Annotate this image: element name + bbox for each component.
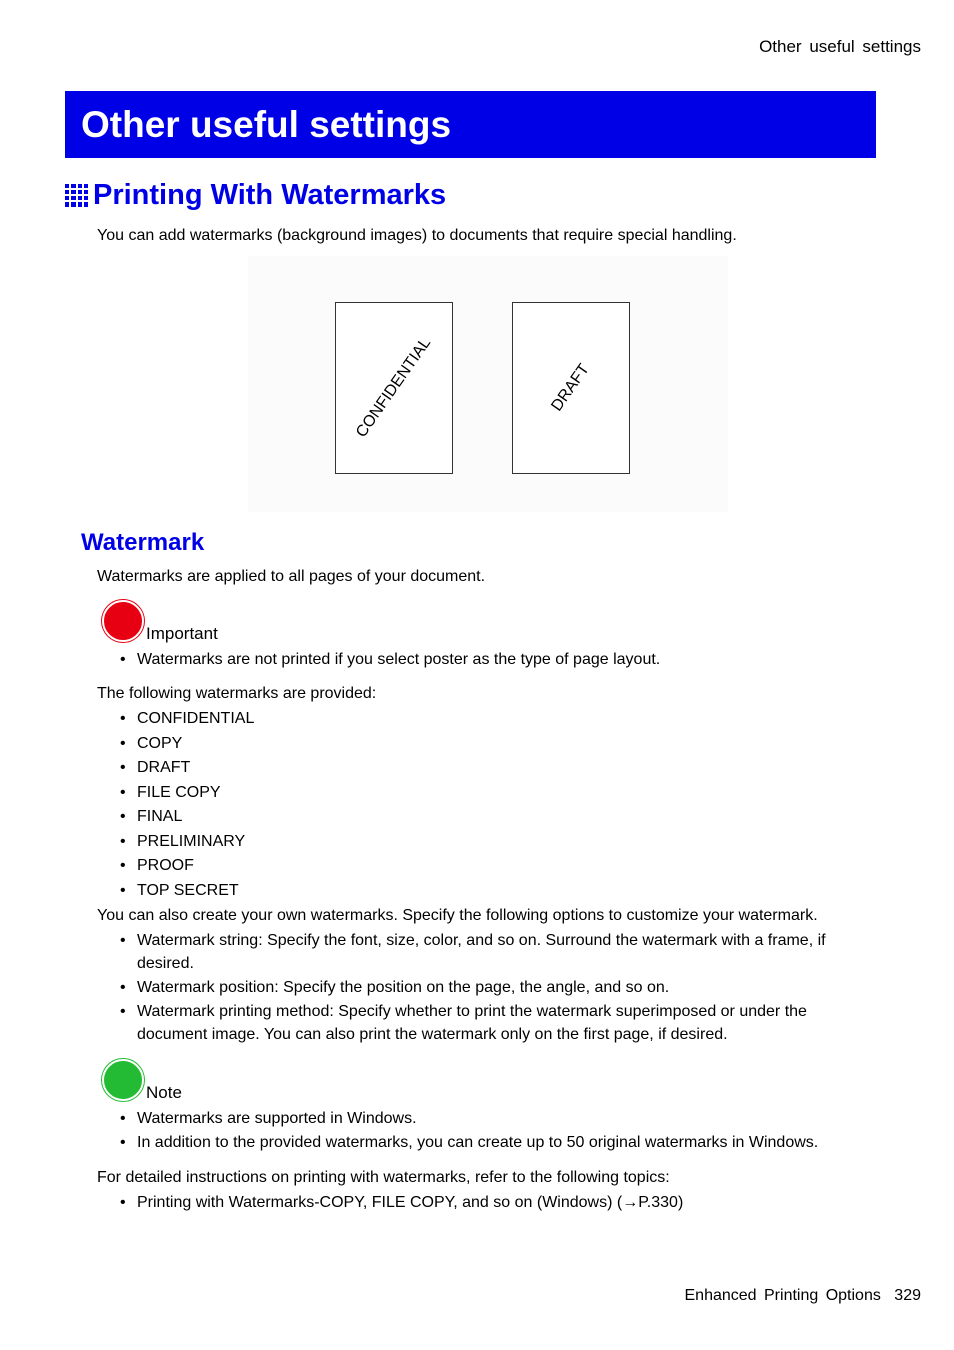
section-title: Printing With Watermarks [93,178,447,211]
list-item: • CONFIDENTIAL [120,707,840,732]
note-list [120,1107,840,1154]
watermark-sample-text: DRAFT [548,360,593,415]
list-item: • Watermark printing method: Specify whether to print the watermark superimposed or under the document image. You can also print the watermark only on the first page, if desired. [120,1000,840,1046]
page-sample-confidential [335,302,453,474]
related-topic-link[interactable]: • Printing with Watermarks-COPY, FILE COPY, and so on (Windows) (→P.330) [120,1191,840,1214]
watermark-sample-text: CONFIDENTIAL [352,334,435,441]
list-item: • COPY [120,732,840,757]
list-item: • TOP SECRET [120,879,840,904]
list-item: • In addition to the provided watermarks, you can create up to 50 original watermarks in Windows. [120,1131,840,1154]
provided-intro: The following watermarks are provided: [97,685,377,702]
section-intro: You can add watermarks (background images) to documents that require special handling. [97,227,737,244]
list-item: • PROOF [120,854,840,879]
watermark-intro: Watermarks are applied to all pages of your document. [97,568,486,585]
list-item: • Watermark position: Specify the position on the page, the angle, and so on. [120,976,840,999]
list-item: • FILE COPY [120,781,840,806]
list-item: • PRELIMINARY [120,830,840,855]
section-heading [65,175,446,215]
running-header: Other useful settings [759,37,921,56]
list-item: • Watermarks are not printed if you select poster as the type of page layout. [120,648,840,671]
list-item: • FINAL [120,805,840,830]
important-list [120,648,840,671]
subsection-title: Watermark [81,529,205,556]
list-item: • Watermarks are supported in Windows. [120,1107,840,1130]
list-item: • Watermark string: Specify the font, size, color, and so on. Surround the watermark with a frame, if desired. [120,929,840,975]
important-label: Important [146,624,218,643]
page-footer [685,1287,922,1305]
refer-intro: For detailed instructions on printing with watermarks, refer to the following topics: [97,1169,670,1186]
chapter-title: Other useful settings [81,104,452,145]
page-number: 329 [894,1287,921,1304]
chapter-title-bar [65,91,876,158]
footer-chapter-name: Enhanced Printing Options [684,1287,881,1304]
provided-watermarks-list [120,707,840,903]
note-label: Note [146,1083,182,1102]
custom-intro: You can also create your own watermarks. Specify the following options to customize your watermark. [97,907,818,924]
important-hand-icon [102,600,144,642]
custom-options-list [120,929,840,1046]
watermark-figure [248,256,728,512]
related-topics-list [120,1191,840,1214]
grid-icon [65,184,88,207]
note-pencil-icon [102,1059,144,1101]
list-item: • DRAFT [120,756,840,781]
page-sample-draft [512,302,630,474]
